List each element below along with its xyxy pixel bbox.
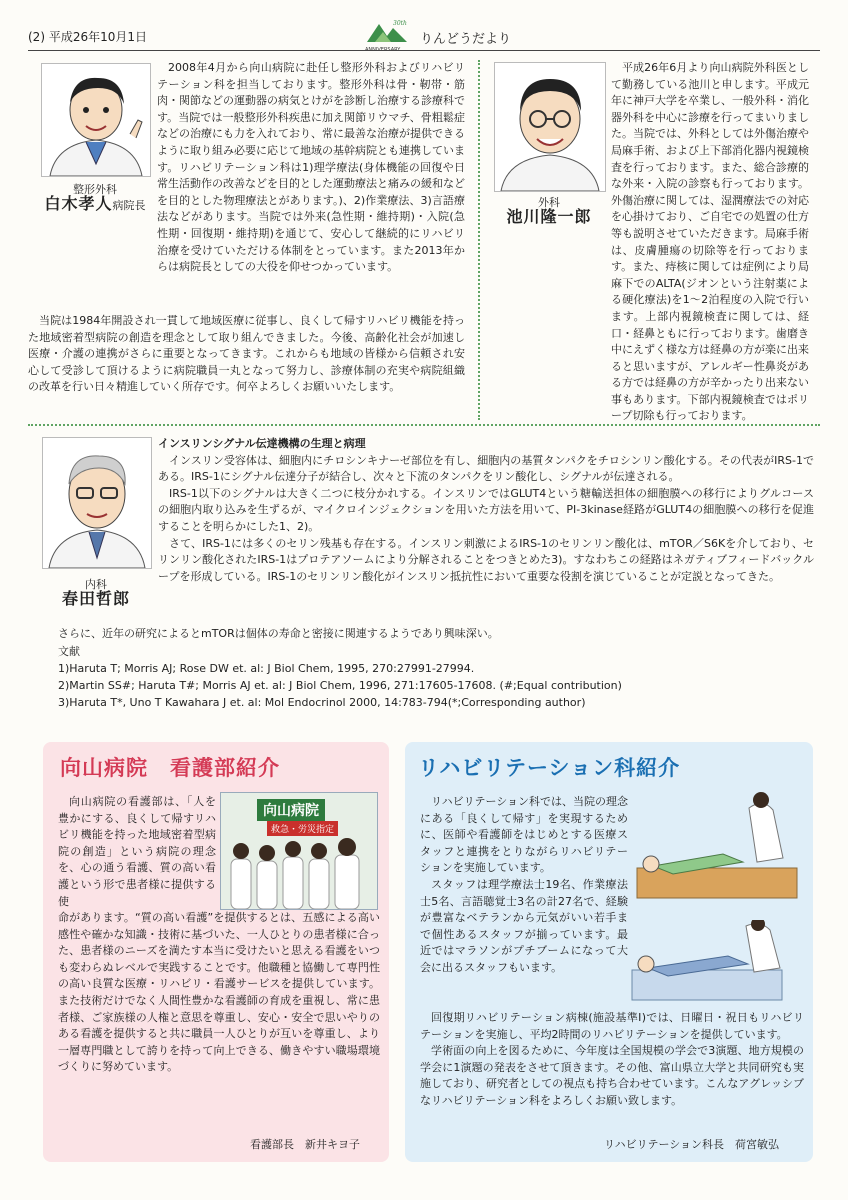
paragraph: さらに、近年の研究によるとmTORは個体の寿命と密接に関連するようであり興味深い。 [58,627,499,640]
rehab-text-top [420,794,628,977]
doctor-title: 病院長 [112,199,146,212]
doctor-text-shiraki-top [157,60,465,276]
rehab-text-bottom [420,1010,804,1110]
rehab-signature: リハビリテーション科長 荷宮敏弘 [604,1138,780,1151]
nursing-signature: 看護部長 新井キヨ子 [250,1138,360,1151]
paragraph: 当院は1984年開設され一貫して地域医療に従事し、良くして帰すリハビリ機能を持った地域密着型病院の創造を理念として取り組んできました。今後、高齢化社会が加速し医療・介護の連携がさらに重要となってきます。これからも地域の皆様から信頼され安心して受診して頂けるように病院職員一丸となって努力し、診療体制の充実や病院組織の改革を行い日々精進していく所存です。何卒よろしくお願いいたします。 [28,314,465,394]
references-title: 文献 [58,644,80,658]
rehab-illustration-2 [628,920,808,1010]
doctor-text-ikegawa-top [611,60,809,425]
doctor-name: 池川隆一郎 [506,207,592,226]
nursing-body [58,910,380,1076]
doctor-name: 白木孝人 [44,194,113,213]
doctor-portrait-shiraki [41,63,151,177]
paragraph: IRS-1以下のシグナルは大きく二つに枝分かれする。インスリンではGLUT4という糖輸送担体の細胞膜への移行によりグルコースの細胞内取り込みを生ずるが、マイクロインジェクションを用いた方法を用いて、PI-3kinase経路がGLUT4の細胞膜への移行を促進することを明らかにした1、2)。 [158,486,814,533]
nursing-title: 向山病院 看護部紹介 [60,756,280,780]
doctor-portrait-ikegawa [494,62,606,192]
paragraph: 命があります。“質の高い看護”を提供するとは、五感による高い感性や確かな知識・技術に基づいた、一人ひとりの患者様に合った、患者様のニーズを満たす本当に受けたいと思える看護をいつも変わらぬレベルで実践することです。他職種と協働して専門性の高い良質な医療・リハビリ・看護サービスを提供しています。また技術だけでなく人間性豊かな看護師の育成を重視し、常に患者様、ご家族様の人権と意思を尊重し、安心・安全で思いやりのある看護を提供すると共に職員一人ひとりが互いを尊重し、より一層専門職として誇りを持って向上できる、働きやすい職場環境づくりに努めています。 [58,911,380,1074]
paragraph: スタッフは理学療法士19名、作業療法士5名、言語聴覚士3名の計27名で、経験が豊富なベテランから元気がいい若手まで個性あるスタッフが揃っています。最近ではマラソンがプチブームになって大会に出るスタッフもいます。 [420,877,628,974]
paragraph: インスリン受容体は、細胞内にチロシンキナーゼ部位を有し、細胞内の基質タンパクをチロシンリン酸化する。その代表がIRS-1である。IRS-1にシグナル伝達分子が結合し、次々と下流のタンパクをリン酸化し、シグナルが伝達される。 [158,453,814,484]
paragraph: 学術面の向上を図るために、今年度は全国規模の学会で3演題、地方規模の学会に1演題の発表をさせて頂きます。その他、富山県立大学と共同研究も実施しており、研究者としての視点も持ち合わせています。こんなアグレッシブなリハビリテーション科をよろしくお願い致します。 [420,1044,804,1107]
header-rule [28,50,820,51]
therapy-bed-icon [628,920,808,1010]
reference-item: 2)Martin SS#; Haruta T#; Morris AJ et. al: J Biol Chem, 1996, 271:17605-17608. (#;Equal contribution) [58,678,622,692]
article-heading: インスリンシグナル伝達機構の生理と病理 [158,437,366,450]
rehab-title: リハビリテーション科紹介 [418,756,681,780]
photo-hospital-sign: 向山病院 [257,799,325,821]
therapy-mat-icon [633,788,805,906]
reference-item: 3)Haruta T*, Uno T Kawahara J et. al: Mol Endocrinol 2000, 14:783-794(*;Corresponding author) [58,695,586,709]
doctor-caricature-icon [495,63,605,191]
paragraph: 2008年4月から向山病院に赴任し整形外科およびリハビリテーション科を担当しております。整形外科は骨・靭帯・筋肉・関節などの運動器の病気とけがを診断し治療する診療科です。当院では一般整形外科疾患に加え関節リウマチ、骨粗鬆症などの治療にも力を入れており、常に最善な治療が提供できるように取り組み必要に応じて地域の基幹病院とも連携しています。リハビリテーション科は1)理学療法(身体機能の回復や日常生活動作の改善などを目的とした運動療法と痛みの緩和などを目的とした物理療法とがあります。)、2)作業療法、3)言語療法などがあります。当院では外来(急性期・維持期)・入院(急性期・回復期・維持期)を通じて、安心して継続的にリハビリ治療を受けていただける体制をとっています。また2013年からは病院長としての大役を仰せつかっています。 [157,61,465,274]
doctor-caricature-icon [42,64,150,176]
doctor-caricature-icon [43,438,151,568]
rehab-illustration-1 [633,788,805,906]
nurses-group-icon [221,837,377,909]
photo-emergency-sign: 救急・労災指定 [267,821,338,836]
nursing-intro [58,794,216,910]
svg-text:30th: 30th [393,20,407,27]
doctor-caption-shiraki [37,183,153,213]
paragraph: 回復期リハビリテーション病棟(施設基準Ⅰ)では、日曜日・祝日もリハビリテーションを実施し、平均2時間のリハビリテーションを提供しています。 [420,1011,804,1041]
nurses-photo [220,792,378,910]
doctor-caption-ikegawa [494,196,604,224]
paragraph: 向山病院の看護部は、「人を豊かにする、良くして帰すリハビリ機能を持った地域密着型病院の創造」という病院の理念を、心の通う看護、質の高い看護という形で患者様に提供する使 [58,795,216,908]
doctor-dept: 内科 [85,578,107,591]
paragraph: 平成26年6月より向山病院外科医として勤務している池川と申します。平成元年に神戸大学を卒業し、一般外科・消化器外科を中心に診療を行ってまいりました。当院では、外科としては外傷治療や局麻手術、および上下部消化器内視鏡検査を行っております。また、総合診療的な外来・入院の診察も行っております。外傷治療に関しては、湿潤療法での対応を心掛けており、ご自宅での処置の仕方等も説明させていただきます。局麻手術は、皮膚腫瘍の切除等を行っております。また、痔核に関しては症例により局麻下でのALTA(ジオンという注射薬による硬化療法)を1～2泊程度の入院で行います。上部内視鏡検査に関しては、経口・経鼻ともに行っております。歯磨き中にえずく様な方は経鼻の方が楽に出来ると思いますが、アレルギー性鼻炎がある方では経鼻の方が辛かったり出来ない事もあります。下部内視鏡検査ではポリープ切除も行っております。 [611,61,809,423]
newsletter-title: りんどうだより [420,32,512,47]
paragraph: リハビリテーション科では、当院の理念にある「良くして帰す」を実現するために、医師や看護師をはじめとする医療スタッフと連携をとりながらリハビリテーションを実施しています。 [420,795,629,875]
doctor-text-shiraki-bottom [28,313,465,396]
svg-text:ANNIVERSARY: ANNIVERSARY [365,47,401,53]
doctor-name: 春田哲郎 [61,589,130,608]
reference-item: 1)Haruta T; Morris AJ; Rose DW et. al: J Biol Chem, 1995, 270:27991-27994. [58,661,475,675]
page-header [28,22,820,52]
page-info: (2) 平成26年10月1日 [28,30,147,44]
doctor-portrait-haruta [42,437,152,569]
doctor-dept: 整形外科 [73,183,117,196]
doctor-caption-haruta [42,578,150,606]
haruta-closing [58,626,814,711]
paragraph: さて、IRS-1には多くのセリン残基も存在する。インスリン刺激によるIRS-1のセリンリン酸化は、mTOR／S6Kを介しており、セリンリン酸化されたIRS-1はプロテアソームにより分解されることをつきとめた3)。すなわちこの経路はネガティブフィードバックループを形成している。IRS-1のセリンリン酸化がインスリン抵抗性において重要な役割を演じていることが定説となってきた。 [158,536,814,583]
doctor-dept: 外科 [538,196,560,209]
column-divider [478,60,480,420]
doctor-text-haruta [158,436,814,585]
